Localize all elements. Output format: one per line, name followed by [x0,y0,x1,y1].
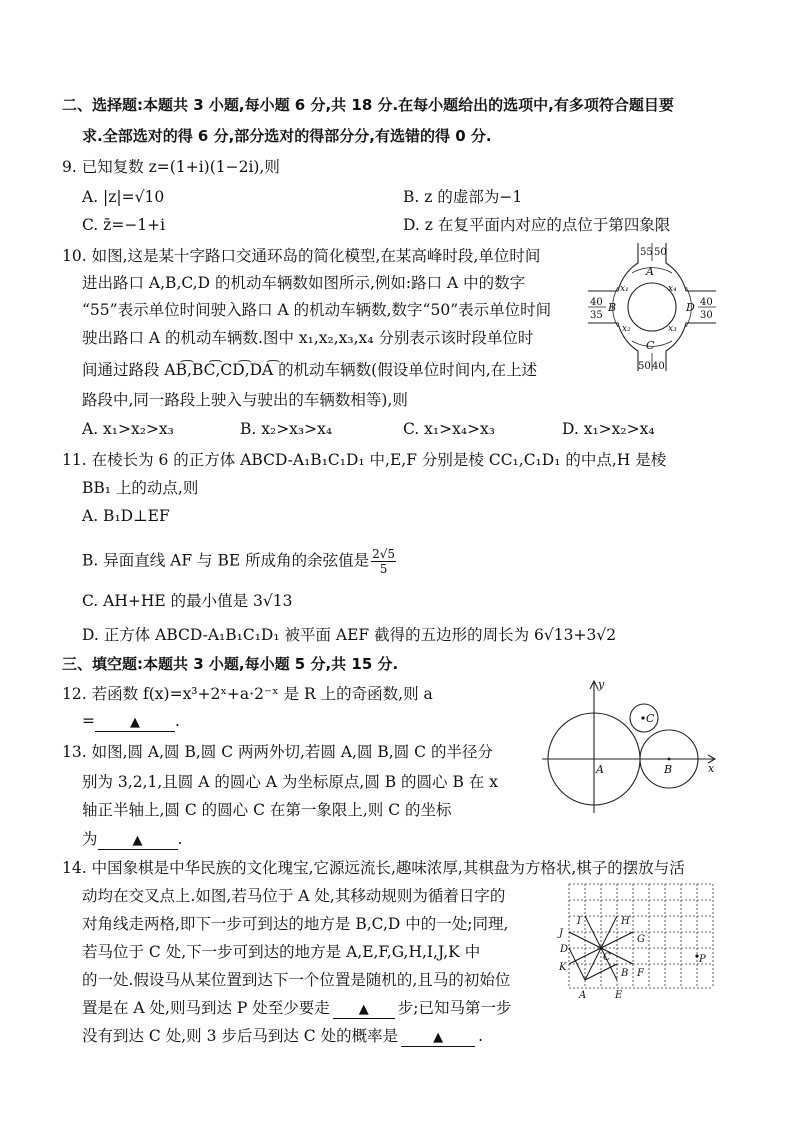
q14-line5: 的一处.假设马从某位置到达下一个位置是随机的,且马的初始位 [82,971,511,989]
q12-answer-blank[interactable]: ▲ [95,713,175,732]
q13-line2: 别为 3,2,1,且圆 A 的圆心 A 为坐标原点,圆 B 的圆心 B 在 x [82,773,498,791]
q11-line1: 11. 在棱长为 6 的正方体 ABCD-A₁B₁C₁D₁ 中,E,F 分别是棱 CC₁,C₁D₁ 的中点,H 是棱 [62,451,667,469]
fig13-a-label: A [596,763,604,776]
q10-line2: 进出路口 A,B,C,D 的机动车辆数如图所示,例如:路口 A 中的数字 [82,274,526,292]
fig13-x-label: x [708,762,715,775]
fig10-right-in: 40 [700,297,713,308]
q10-line4: 驶出路口 A 的机动车辆数.图中 x₁,x₂,x₃,x₄ 分别表示该时段单位时 [82,329,534,347]
q14-line3: 对角线走两格,即下一步可到达的地方是 B,C,D 中的一处;同理, [82,915,509,933]
fig14-p-label: P [699,954,706,965]
q14-period: . [478,1027,484,1045]
fig14-i-label: I [577,916,581,927]
q13-line4 [82,829,182,850]
q9-option-d: D. z 在复平面内对应的点位于第四象限 [403,216,671,234]
fig14-h-label: H [621,916,630,927]
fig14-f-label: F [637,968,644,979]
q9-option-a: A. |z|=√10 [82,188,165,206]
q11-line2: BB₁ 上的动点,则 [82,479,199,497]
fig10-left-in: 35 [590,310,603,321]
q10-line6: 路段中,同一路段上驶入与驶出的车辆数相等),则 [82,391,408,409]
section3-header: 三、填空题:本题共 3 小题,每小题 5 分,共 15 分. [62,655,399,673]
q14-line1: 14. 中国象棋是中华民族的文化瑰宝,它源远流长,趣味浓厚,其棋盘为方格状,棋子的摆放与活 [62,859,685,877]
section2-header-line1: 二、选择题:本题共 3 小题,每小题 6 分,共 18 分.在每小题给出的选项中,有多项符合题目要 [62,96,674,114]
q11-option-a: A. B₁D⊥EF [82,507,170,525]
q9-option-c: C. z̄=−1+i [82,216,166,234]
fig10-point-d: D [686,301,695,314]
fig14-j-label: J [559,928,564,939]
q10-option-b: B. x₂>x₃>x₄ [240,420,333,438]
q9-stem: 9. 已知复数 z=(1+i)(1−2i),则 [62,158,280,176]
q12-line1: 12. 若函数 f(x)=x³+2ˣ+a·2⁻ˣ 是 R 上的奇函数,则 a [62,685,433,703]
chess-board-figure [553,876,725,1004]
fig10-point-b: B [608,301,617,314]
fig14-g-label: G [637,934,645,945]
q13-line3: 轴正半轴上,圆 C 的圆心 C 在第一象限上,则 C 的坐标 [82,801,452,819]
fig13-c-label: C [646,712,655,725]
q13-answer-blank[interactable]: ▲ [98,831,178,850]
q11-option-d: D. 正方体 ABCD-A₁B₁C₁D₁ 被平面 AEF 截得的五边形的周长为 6√13+3√2 [82,626,617,644]
q14-steps-blank[interactable]: ▲ [333,1000,395,1019]
fig10-bottom-in: 40 [652,361,665,371]
q13-line1: 13. 如图,圆 A,圆 B,圆 C 两两外切,若圆 A,圆 B,圆 C 的半径分 [62,743,493,761]
q10-line1: 10. 如图,这是某十字路口交通环岛的简化模型,在某高峰时段,单位时间 [62,247,541,265]
q11-option-b [82,547,396,576]
q12-line2 [82,711,180,732]
q14-line6-prefix: 置是在 A 处,则马到达 P 处至少要走 [82,999,330,1017]
tangent-circles-figure [540,676,720,814]
q10-option-d: D. x₁>x₂>x₄ [562,420,655,438]
q11-option-b-denominator: 5 [379,562,388,576]
q9-option-b: B. z 的虚部为−1 [403,188,523,206]
fig10-var-x2: x₂ [622,324,631,334]
q14-line2: 动均在交叉点上.如图,若马位于 A 处,其移动规则为循着日字的 [82,887,506,905]
fig10-var-x4: x₄ [668,284,677,294]
fig10-right-out: 30 [700,310,713,321]
q10-option-c: C. x₁>x₄>x₃ [403,420,496,438]
q14-line6 [82,998,512,1019]
q12-equals: = [82,712,95,730]
q14-line4: 若马位于 C 处,下一步可到达的地方是 A,E,F,G,H,I,J,K 中 [82,943,481,961]
fig10-point-a: A [646,265,654,278]
fig10-var-x1: x₁ [620,284,629,294]
roundabout-figure [588,243,716,371]
fig14-e-label: E [615,990,623,1001]
q10-line3: “55”表示单位时间驶入路口 A 的机动车辆数,数字“50”表示单位时间 [82,301,552,319]
fig10-left-out: 40 [590,297,603,308]
q14-line7-prefix: 没有到达 C 处,则 3 步后马到达 C 处的概率是 [82,1027,399,1045]
q14-probability-blank[interactable]: ▲ [401,1028,475,1047]
q13-period: . [177,830,183,848]
q11-option-b-numerator: 2√5 [372,547,396,561]
q13-wei: 为 [82,830,98,848]
fig14-k-label: K [559,962,567,973]
q11-option-c: C. AH+HE 的最小值是 3√13 [82,592,293,610]
fig10-top-in: 55 [640,247,653,258]
fig13-y-label: y [598,678,605,691]
q14-line7 [82,1026,483,1047]
fig10-var-x3: x₃ [668,324,677,334]
fig13-b-label: B [664,763,673,776]
fig10-bottom-out: 50 [638,361,651,371]
q10-option-a: A. x₁>x₂>x₃ [82,420,174,438]
fig14-d-label: D [560,944,569,955]
fig10-top-out: 50 [654,247,667,258]
q11-option-b-text: B. 异面直线 AF 与 BE 所成角的余弦值是 [82,551,370,570]
fig14-c-label: C [603,952,611,963]
fig10-point-c: C [646,339,655,352]
section2-header-line2: 求.全部选对的得 6 分,部分选对的得部分分,有选错的得 0 分. [82,127,492,145]
fig14-a-label: A [579,990,587,1001]
q14-line6-suffix: 步;已知马第一步 [397,999,512,1017]
fig14-b-label: B [621,968,629,979]
q12-period: . [175,712,180,730]
q10-line5: 间通过路段 AB͡,BC͡,CD͡,DA͡ 的机动车辆数(假设单位时间内,在上述 [82,361,538,379]
